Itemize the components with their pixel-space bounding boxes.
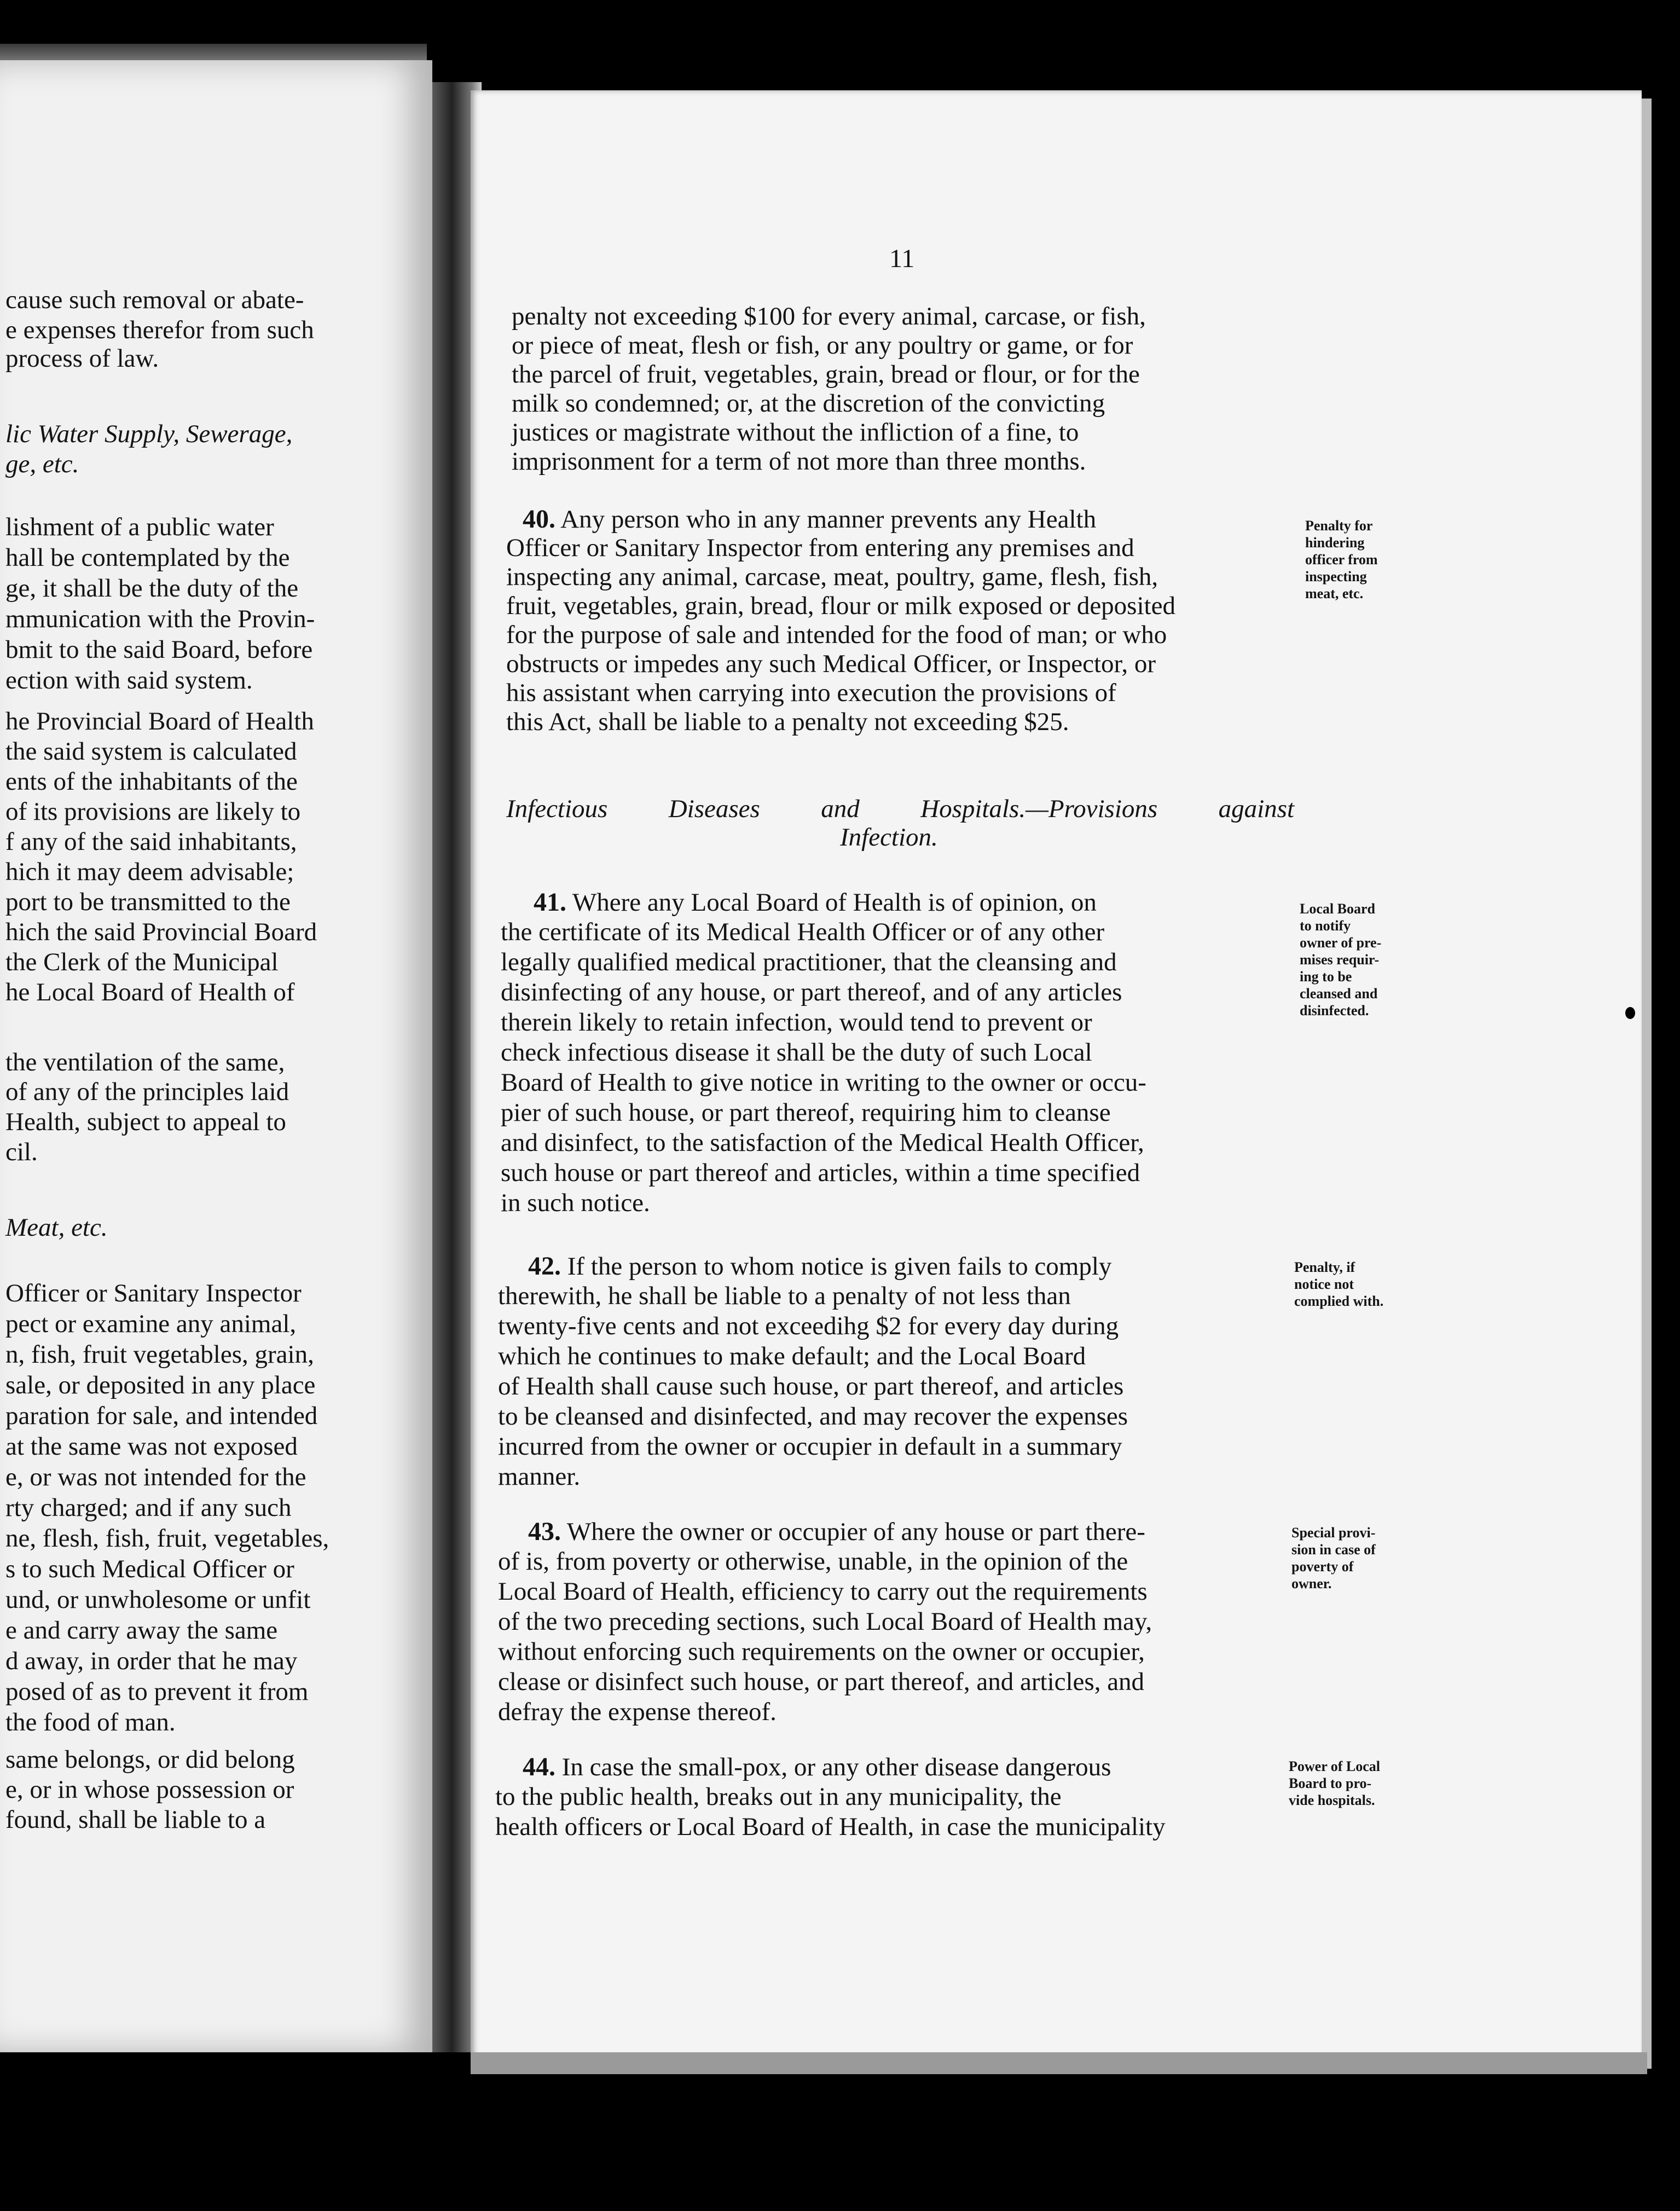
section-43-first-line: 43. Where the owner or occupier of any house or part there- bbox=[528, 1517, 1145, 1546]
body-line: therewith, he shall be liable to a penalty of not less than bbox=[498, 1282, 1071, 1310]
body-line: penalty not exceeding $100 for every animal, carcase, or fish, bbox=[512, 302, 1146, 331]
left-line: e and carry away the same bbox=[5, 1616, 278, 1645]
body-line: such house or part thereof and articles, within a time specified bbox=[501, 1159, 1140, 1187]
margin-note-41: Local Board to notify owner of pre- mises requir- ing to be cleansed and disinfected. bbox=[1300, 901, 1382, 1018]
margin-note-42: Penalty, if notice not complied with. bbox=[1294, 1259, 1384, 1309]
left-line: ents of the inhabitants of the bbox=[5, 767, 298, 796]
left-line: cil. bbox=[5, 1138, 38, 1166]
body-line: the certificate of its Medical Health Officer or of any other bbox=[501, 918, 1105, 946]
body-line: twenty-five cents and not exceedihg $2 for every day during bbox=[498, 1312, 1119, 1340]
body-line: for the purpose of sale and intended for the food of man; or who bbox=[506, 621, 1167, 649]
body-line: in such notice. bbox=[501, 1189, 650, 1217]
body-line: imprisonment for a term of not more than three months. bbox=[512, 447, 1086, 476]
left-line: hall be contemplated by the bbox=[5, 543, 290, 572]
section-heading-continued: Infection. bbox=[840, 823, 938, 852]
left-line: the food of man. bbox=[5, 1708, 176, 1737]
body-line: incurred from the owner or occupier in default in a summary bbox=[498, 1432, 1122, 1461]
left-line: f any of the said inhabitants, bbox=[5, 827, 297, 856]
body-line: Board of Health to give notice in writing to the owner or occu- bbox=[501, 1068, 1146, 1097]
body-line: Officer or Sanitary Inspector from entering any premises and bbox=[506, 534, 1134, 562]
section-40-first-line: 40. Any person who in any manner prevents any Health bbox=[523, 505, 1097, 534]
section-42-first-line: 42. If the person to whom notice is given fails to comply bbox=[528, 1252, 1112, 1281]
body-line: without enforcing such requirements on the owner or occupier, bbox=[498, 1637, 1145, 1666]
left-line: posed of as to prevent it from bbox=[5, 1677, 309, 1706]
body-line: pier of such house, or part thereof, requiring him to cleanse bbox=[501, 1098, 1111, 1127]
left-line: und, or unwholesome or unfit bbox=[5, 1585, 311, 1614]
section-number: 42. bbox=[528, 1252, 561, 1281]
margin-note-40: Penalty for hindering officer from inspecting meat, etc. bbox=[1305, 518, 1378, 601]
left-line: e, or was not intended for the bbox=[5, 1463, 306, 1491]
body-line: defray the expense thereof. bbox=[498, 1698, 777, 1726]
left-line: the said system is calculated bbox=[5, 737, 297, 766]
left-line: n, fish, fruit vegetables, grain, bbox=[5, 1340, 314, 1369]
scan-speck bbox=[1625, 1007, 1635, 1019]
body-line: justices or magistrate without the infliction of a fine, to bbox=[512, 418, 1079, 447]
section-44-first-line: 44. In case the small-pox, or any other disease dangerous bbox=[523, 1752, 1111, 1781]
left-line: he Provincial Board of Health bbox=[5, 707, 314, 736]
body-line: of the two preceding sections, such Local Board of Health may, bbox=[498, 1607, 1152, 1636]
left-line: same belongs, or did belong bbox=[5, 1745, 295, 1774]
body-line: to be cleansed and disinfected, and may recover the expenses bbox=[498, 1402, 1128, 1431]
body-line: check infectious disease it shall be the duty of such Local bbox=[501, 1038, 1092, 1067]
body-line: his assistant when carrying into execution the provisions of bbox=[506, 679, 1116, 707]
margin-note-43: Special provi- sion in case of poverty of owner. bbox=[1291, 1525, 1376, 1591]
left-line: process of law. bbox=[5, 344, 159, 373]
left-line: ne, flesh, fish, fruit, vegetables, bbox=[5, 1524, 329, 1553]
body-line: of Health shall cause such house, or part thereof, and articles bbox=[498, 1372, 1124, 1400]
body-line: manner. bbox=[498, 1462, 581, 1491]
left-line: of any of the principles laid bbox=[5, 1078, 289, 1106]
body-line: obstructs or impedes any such Medical Officer, or Inspector, or bbox=[506, 650, 1156, 678]
left-line: port to be transmitted to the bbox=[5, 888, 291, 916]
body-line: and disinfect, to the satisfaction of the Medical Health Officer, bbox=[501, 1128, 1144, 1157]
left-line: at the same was not exposed bbox=[5, 1432, 298, 1461]
left-heading-line: Meat, etc. bbox=[5, 1213, 108, 1242]
body-line: clease or disinfect such house, or part thereof, and articles, and bbox=[498, 1668, 1145, 1696]
body-line: disinfecting of any house, or part thereof, and of any articles bbox=[501, 978, 1122, 1006]
section-number: 41. bbox=[534, 888, 566, 917]
left-line: e expenses therefor from such bbox=[5, 316, 314, 344]
left-line: cause such removal or abate- bbox=[5, 286, 304, 314]
left-line: e, or in whose possession or bbox=[5, 1775, 294, 1804]
left-line: mmunication with the Provin- bbox=[5, 605, 315, 633]
body-line: of is, from poverty or otherwise, unable, in the opinion of the bbox=[498, 1547, 1128, 1576]
left-line: pect or examine any animal, bbox=[5, 1310, 297, 1338]
left-line: hich the said Provincial Board bbox=[5, 918, 317, 946]
left-line: hich it may deem advisable; bbox=[5, 858, 294, 886]
left-line: he Local Board of Health of bbox=[5, 978, 295, 1006]
left-line: lishment of a public water bbox=[5, 513, 274, 541]
left-line: paration for sale, and intended bbox=[5, 1402, 318, 1430]
bottom-page-edge bbox=[471, 2052, 1647, 2074]
left-heading-line: lic Water Supply, Sewerage, bbox=[5, 420, 293, 448]
section-number: 43. bbox=[528, 1517, 561, 1546]
left-line: d away, in order that he may bbox=[5, 1647, 298, 1675]
page-number: 11 bbox=[889, 244, 915, 273]
body-line: this Act, shall be liable to a penalty not exceeding $25. bbox=[506, 708, 1069, 736]
left-line: the ventilation of the same, bbox=[5, 1048, 285, 1076]
body-line: health officers or Local Board of Health, in case the municipality bbox=[495, 1813, 1166, 1841]
left-line: ection with said system. bbox=[5, 666, 253, 694]
left-line: Officer or Sanitary Inspector bbox=[5, 1279, 302, 1307]
section-number: 44. bbox=[523, 1752, 555, 1781]
left-line: s to such Medical Officer or bbox=[5, 1555, 294, 1583]
left-line: of its provisions are likely to bbox=[5, 797, 301, 826]
left-line: the Clerk of the Municipal bbox=[5, 948, 279, 976]
body-line: legally qualified medical practitioner, that the cleansing and bbox=[501, 948, 1117, 976]
section-number: 40. bbox=[523, 505, 555, 534]
margin-note-44: Power of Local Board to pro- vide hospitals. bbox=[1289, 1758, 1381, 1808]
right-page-edge bbox=[1642, 99, 1652, 2069]
body-line: Local Board of Health, efficiency to carry out the requirements bbox=[498, 1577, 1148, 1606]
left-line: sale, or deposited in any place bbox=[5, 1371, 316, 1399]
body-line: which he continues to make default; and the Local Board bbox=[498, 1342, 1086, 1370]
left-heading-line: ge, etc. bbox=[5, 450, 79, 478]
left-line: rty charged; and if any such bbox=[5, 1494, 292, 1522]
body-line: the parcel of fruit, vegetables, grain, bread or flour, or for the bbox=[512, 360, 1140, 389]
body-line: inspecting any animal, carcase, meat, poultry, game, flesh, fish, bbox=[506, 563, 1158, 591]
left-line: Health, subject to appeal to bbox=[5, 1108, 286, 1136]
left-line: found, shall be liable to a bbox=[5, 1805, 266, 1834]
body-line: milk so condemned; or, at the discretion of the convicting bbox=[512, 389, 1105, 418]
section-41-first-line: 41. Where any Local Board of Health is of opinion, on bbox=[534, 888, 1097, 917]
body-line: or piece of meat, flesh or fish, or any poultry or game, or for bbox=[512, 331, 1133, 360]
body-line: fruit, vegetables, grain, bread, flour or milk exposed or deposited bbox=[506, 592, 1175, 620]
left-line: bmit to the said Board, before bbox=[5, 635, 313, 664]
left-line: ge, it shall be the duty of the bbox=[5, 574, 299, 603]
body-line: to the public health, breaks out in any municipality, the bbox=[495, 1782, 1062, 1811]
body-line: therein likely to retain infection, would tend to prevent or bbox=[501, 1008, 1092, 1037]
section-heading: Infectious Diseases and Hospitals.—Provisions against bbox=[506, 795, 1294, 823]
